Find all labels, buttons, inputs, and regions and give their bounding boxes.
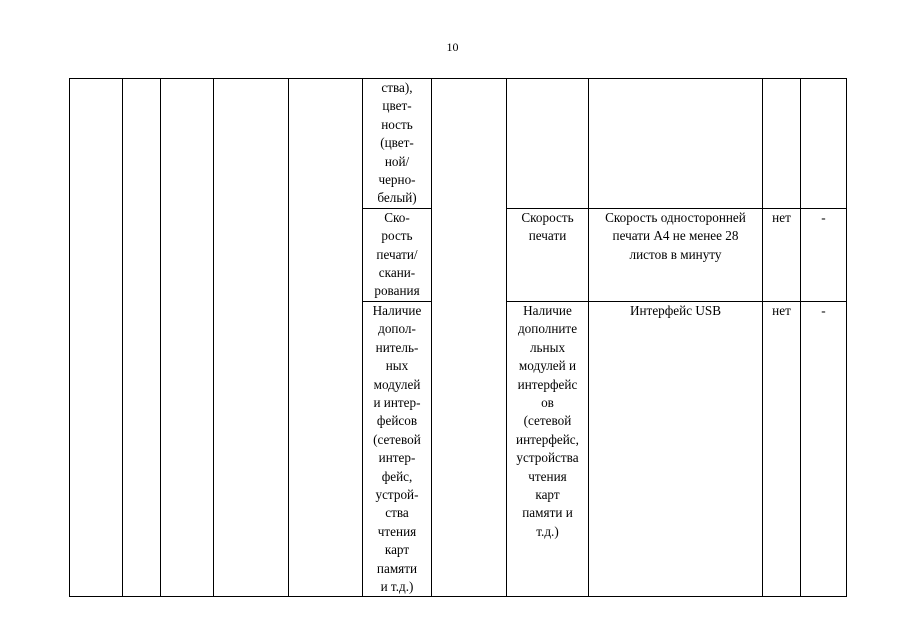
- text-line: листов в минуту: [629, 246, 722, 262]
- text-line: ства: [385, 505, 409, 521]
- text-line: ства),: [381, 80, 413, 95]
- text-line: печати: [528, 228, 567, 244]
- text-line: т.д.): [536, 523, 559, 539]
- unit-cell: [763, 79, 801, 209]
- characteristic-cell: [363, 208, 432, 301]
- text-line: фейс,: [381, 468, 413, 484]
- text-line: чтения: [377, 523, 417, 539]
- specification-table: [69, 78, 847, 597]
- text-line: Наличие: [523, 302, 572, 318]
- dash-cell: -: [801, 301, 847, 597]
- empty-cell: [214, 79, 289, 597]
- parameter-value-cell: [589, 208, 763, 301]
- text-line: устройства: [516, 450, 579, 466]
- text-line: допол-: [378, 321, 416, 337]
- table-row: [70, 79, 847, 209]
- empty-cell: [161, 79, 214, 597]
- text-line: фейсов: [376, 413, 418, 429]
- text-line: печати А4 не менее 28: [612, 228, 739, 244]
- text-line: Скорость односторонней: [605, 209, 746, 225]
- unit-cell: нет: [763, 301, 801, 597]
- text-line: (цвет-: [380, 135, 414, 151]
- text-line: (сетевой: [373, 431, 421, 447]
- text-line: чтения: [528, 468, 567, 484]
- text-line: дополните: [517, 321, 578, 337]
- parameter-name-cell: [507, 79, 589, 209]
- text-line: рования: [374, 283, 420, 299]
- text-line: цвет-: [382, 98, 412, 114]
- text-line: модулей и: [518, 358, 577, 374]
- text-line: ных: [385, 358, 409, 374]
- text-line: рость: [381, 228, 413, 244]
- text-line: модулей: [373, 376, 421, 392]
- text-line: ов: [541, 394, 554, 410]
- page-number: 10: [446, 40, 459, 54]
- text-line: ной/: [384, 153, 410, 169]
- text-line: Скорость: [521, 209, 574, 225]
- text-line: ность: [381, 116, 413, 132]
- text-line: Интерфейс USB: [629, 302, 722, 318]
- text-line: печати/: [376, 246, 418, 262]
- parameter-name-cell: [507, 208, 589, 301]
- text-line: интерфейс: [517, 376, 578, 392]
- parameter-name-cell: [507, 301, 589, 597]
- text-line: памяти и: [522, 505, 573, 521]
- text-line: Наличие: [372, 302, 422, 318]
- parameter-value-cell: [589, 301, 763, 597]
- text-line: карт: [535, 486, 560, 502]
- text-line: и интер-: [373, 394, 421, 410]
- text-line: (сетевой: [523, 413, 572, 429]
- text-line: интерфейс,: [516, 431, 579, 447]
- text-line: карт: [384, 542, 410, 558]
- text-line: интер-: [378, 450, 416, 466]
- unit-cell: нет: [763, 208, 801, 301]
- empty-cell: [70, 79, 123, 597]
- text-line: белый): [377, 190, 417, 206]
- characteristic-cell: [363, 79, 432, 209]
- text-line: льных: [529, 339, 566, 355]
- empty-cell: [432, 79, 507, 597]
- empty-cell: [289, 79, 363, 597]
- text-line: черно-: [378, 172, 416, 188]
- text-line: Ско-: [384, 209, 410, 225]
- text-line: памяти: [376, 560, 418, 576]
- text-line: устрой-: [375, 486, 419, 502]
- empty-cell: [123, 79, 161, 597]
- text-line: нитель-: [375, 339, 419, 355]
- dash-cell: -: [801, 208, 847, 301]
- text-line: скани-: [378, 265, 416, 281]
- text-line: и т.д.): [380, 578, 414, 594]
- dash-cell: [801, 79, 847, 209]
- parameter-value-cell: [589, 79, 763, 209]
- characteristic-cell: [363, 301, 432, 597]
